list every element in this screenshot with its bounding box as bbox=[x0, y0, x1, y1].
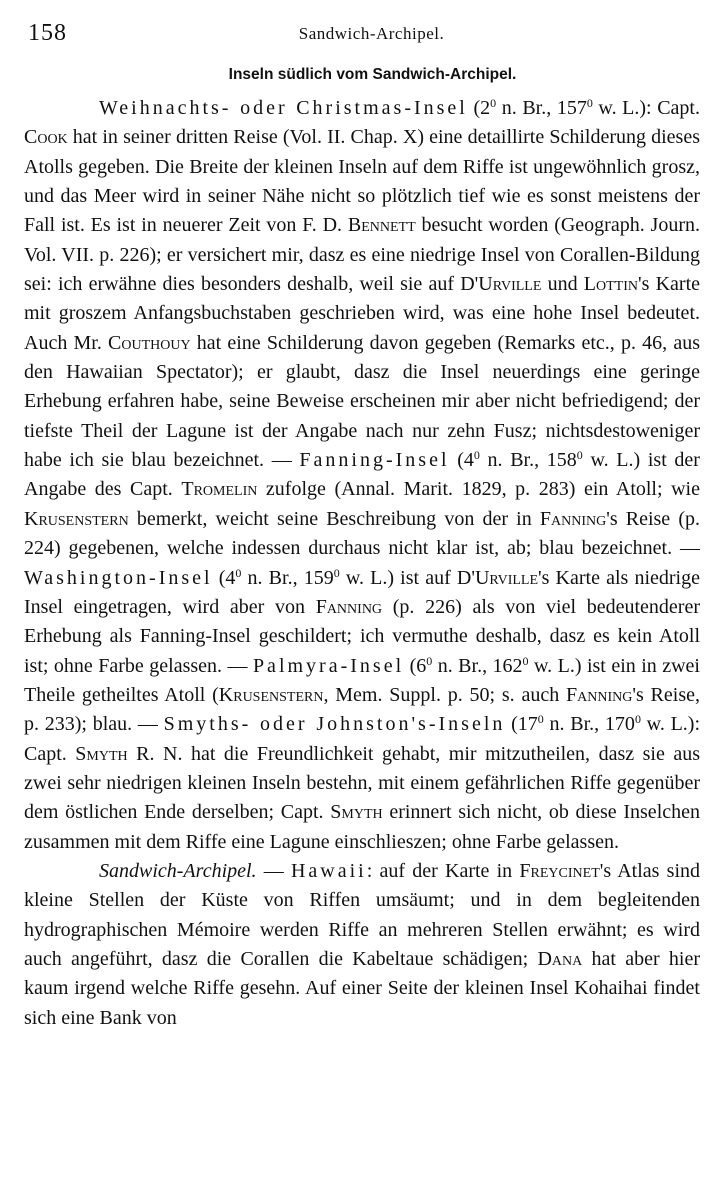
text-segment: 's Reise, p. 233); blau. — bbox=[24, 683, 700, 736]
subsection-title: Sandwich-Archipel. bbox=[99, 859, 257, 882]
text-segment: hat in seiner dritten Reise (Vol. II. Chap. X) eine detaillirte Schilderung dieses Atolls gegeben. Die Breite der kleinen Inseln auf dem Riffe ist ungewöhnlich grosz, und das Meer wird in seiner Nähe nicht so plötzlich tief wie es sonst meistens der Fall ist. Es ist in neuerer Zeit von F. D. bbox=[24, 126, 700, 237]
degree-mark: 0 bbox=[586, 96, 593, 110]
text-segment: , Mem. Suppl. p. 50; s. auch bbox=[323, 683, 567, 706]
text-segment: (6 bbox=[404, 654, 427, 677]
text-segment: w. L.) ist ein in zwei Theile getheiltes Atoll ( bbox=[24, 654, 700, 706]
section-heading: Inseln südlich vom Sandwich-Archipel. bbox=[228, 66, 517, 83]
author-name-fanning: Fanning bbox=[566, 683, 633, 706]
paragraph-sandwich-archipel bbox=[24, 857, 700, 1033]
text-segment: 's Reise (p. 224) gegebenen, welche indessen durchaus nicht klar ist, ab; blau bezeichnet. — bbox=[24, 507, 700, 560]
text-segment: hat aber hier kaum irgend welche Riffe gesehn. Auf einer Seite der kleinen Insel Kohaihai findet sich eine Bank von bbox=[24, 947, 700, 1029]
island-name-washington: Washington-Insel bbox=[24, 566, 213, 589]
degree-mark: 0 bbox=[634, 712, 641, 727]
text-segment: hat eine Schilderung davon gegeben (Remarks etc., p. 46, aus den Hawaiian Spectator); er glaubt, dasz die Insel neuerdings eine geringe Erhebung erfahren habe, seine Beweise erscheinen mir aber nicht befriedigend; der tiefste Theil der Lagune ist der Angabe nach nur zehn Fusz; nichtsdestoweniger habe ich sie blau bezeichnet. — bbox=[24, 331, 700, 472]
author-name-urville: Urville bbox=[478, 273, 542, 296]
author-name-dana: Dana bbox=[537, 947, 583, 970]
author-name-couthouy: Couthouy bbox=[108, 331, 191, 354]
text-segment: — bbox=[256, 859, 291, 882]
author-name-fanning: Fanning bbox=[315, 595, 383, 618]
island-name-palmyra: Palmyra-Insel bbox=[252, 654, 405, 677]
author-name-fanning: Fanning bbox=[539, 507, 607, 530]
text-segment: (4 bbox=[449, 449, 474, 472]
text-segment: w. L.): Capt. bbox=[592, 97, 700, 119]
text-segment: R. N. hat die Freundlichkeit gehabt, mir mitzutheilen, dasz sie aus zwei sehr niedrigen kleinen Inseln bestehn, mit einem gefährlichen Riffe gegenüber dem östlichen Ende derselben; Capt. bbox=[24, 742, 701, 824]
author-name-urville: Urville bbox=[474, 566, 539, 589]
degree-mark: 0 bbox=[522, 653, 529, 668]
degree-mark: 0 bbox=[426, 653, 433, 668]
running-title: Sandwich-Archipel. bbox=[298, 24, 445, 43]
text-segment: w. L.): Capt. bbox=[24, 713, 701, 765]
text-segment: n. Br., 157 bbox=[496, 97, 587, 119]
text-segment: 's Atlas sind kleine Stellen der Küste von Riffen umsäumt; und in dem begleitenden hydrographischen Mémoire werden Riffe an mehreren Stellen erwähnt; es wird auch angeführt, dasz die Corallen die Kabeltaue schädigen; bbox=[24, 859, 701, 970]
author-name-lottin: Lottin bbox=[583, 273, 638, 296]
paragraph-christmas-to-johnston bbox=[24, 94, 700, 857]
page-number: 158 bbox=[28, 20, 67, 46]
degree-mark: 0 bbox=[490, 96, 497, 110]
text-segment: 's Karte mit groszem Anfangsbuchstaben geschrieben wird, was eine hohe Insel bedeutet. Auch Mr. bbox=[24, 273, 701, 354]
text-segment: (17 bbox=[505, 713, 538, 736]
degree-mark: 0 bbox=[537, 712, 544, 727]
text-segment: (2 bbox=[467, 97, 491, 119]
text-segment: (4 bbox=[212, 566, 236, 589]
author-name-bennett: Bennett bbox=[347, 214, 416, 237]
island-name-johnston: Smyths- oder Johnston's-Inseln bbox=[163, 713, 506, 736]
text-segment: n. Br., 162 bbox=[432, 654, 523, 677]
text-segment: w. L.) ist auf D' bbox=[339, 566, 475, 589]
text-segment: n. Br., 158 bbox=[479, 449, 577, 472]
author-name-krusenstern: Krusenstern bbox=[218, 683, 324, 706]
text-segment: (p. 226) als von viel bedeutenderer Erhebung als Fanning-Insel geschildert; ich vermuthe deshalb, dasz es kein Atoll ist; ohne Farbe gelassen. — bbox=[24, 595, 700, 677]
text-segment: zufolge (Annal. Marit. 1829, p. 283) ein Atoll; wie bbox=[257, 478, 700, 501]
text-segment: n. Br., 159 bbox=[241, 566, 334, 589]
degree-mark: 0 bbox=[576, 448, 583, 463]
text-segment: n. Br., 170 bbox=[543, 713, 635, 736]
text-segment: erinnert sich nicht, ob diese Inselchen zusammen mit dem Riffe eine Lagune einschlieszen; ohne Farbe gelassen. bbox=[24, 801, 700, 853]
running-head bbox=[28, 20, 695, 52]
author-name-cook: Cook bbox=[24, 126, 68, 149]
text-segment: bemerkt, weicht seine Beschreibung von der in bbox=[128, 507, 540, 530]
degree-mark: 0 bbox=[473, 448, 480, 463]
text-segment: : auf der Karte in bbox=[366, 859, 520, 882]
text-segment: besucht worden (Geograph. Journ. Vol. VII. p. 226); er versichert mir, dasz es eine niedrige Insel von Corallen-Bildung sei: ich erwähne dies besonders deshalb, weil sie auf D' bbox=[24, 214, 700, 296]
text-segment: und bbox=[541, 273, 584, 296]
author-name-krusenstern: Krusenstern bbox=[24, 507, 129, 530]
text-segment: w. L.) ist der Angabe des Capt. bbox=[24, 449, 700, 501]
author-name-freycinet: Freycinet bbox=[519, 859, 600, 882]
island-name-christmas: Weihnachts- oder Christmas-Insel bbox=[99, 97, 468, 119]
island-name-hawaii: Hawaii bbox=[290, 859, 367, 882]
degree-mark: 0 bbox=[333, 565, 340, 580]
author-name-smyth: Smyth bbox=[75, 742, 128, 765]
body-text bbox=[24, 94, 700, 1033]
author-name-smyth: Smyth bbox=[330, 801, 383, 824]
island-name-fanning: Fanning-Insel bbox=[299, 449, 450, 472]
text-segment: 's Karte als niedrige Insel eingetragen, wird aber von bbox=[24, 566, 700, 618]
author-name-tromelin: Tromelin bbox=[181, 478, 258, 501]
degree-mark: 0 bbox=[235, 565, 242, 580]
